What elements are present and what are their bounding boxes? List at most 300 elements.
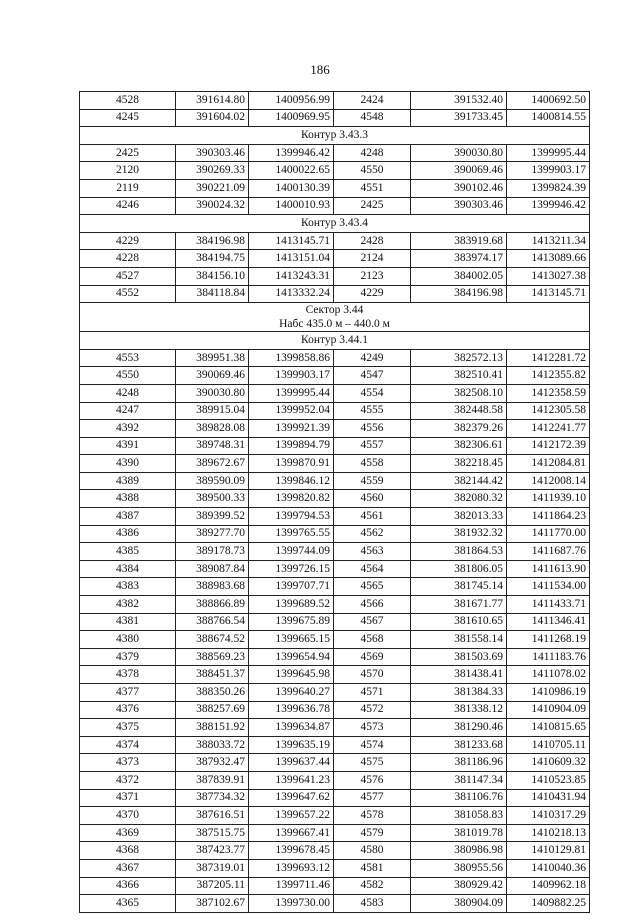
table-cell: 4576 — [334, 771, 411, 789]
table-cell: 1409882.25 — [507, 895, 590, 913]
table-cell: 4385 — [80, 543, 176, 561]
table-cell: 4567 — [334, 613, 411, 631]
table-cell: 4556 — [334, 420, 411, 438]
table-cell: 4555 — [334, 402, 411, 420]
table-row — [80, 144, 590, 162]
table-cell: 4390 — [80, 455, 176, 473]
table-cell: 381438.41 — [411, 666, 507, 684]
table-cell: 381384.33 — [411, 684, 507, 702]
table-cell: 381186.96 — [411, 754, 507, 772]
table-cell: 4565 — [334, 578, 411, 596]
table-row — [80, 578, 590, 596]
table-cell: 390024.32 — [176, 197, 249, 215]
table-cell: 4370 — [80, 807, 176, 825]
table-cell: 4248 — [334, 144, 411, 162]
table-cell: 4571 — [334, 684, 411, 702]
table-cell: 1409962.18 — [507, 877, 590, 895]
table-cell: 1399654.94 — [249, 648, 334, 666]
table-cell: 4582 — [334, 877, 411, 895]
table-cell: 389915.04 — [176, 402, 249, 420]
table-cell: 390269.33 — [176, 162, 249, 180]
table-cell: 4528 — [80, 92, 176, 110]
table-cell: 4375 — [80, 719, 176, 737]
table-cell: 1399665.15 — [249, 631, 334, 649]
table-cell: 1399846.12 — [249, 472, 334, 490]
table-row — [80, 420, 590, 438]
table-cell: 4374 — [80, 736, 176, 754]
table-cell: 390221.09 — [176, 179, 249, 197]
table-cell: 1399870.91 — [249, 455, 334, 473]
table-row — [80, 437, 590, 455]
table-cell: 4551 — [334, 179, 411, 197]
table-cell: 389828.08 — [176, 420, 249, 438]
table-cell: 388866.89 — [176, 596, 249, 614]
table-cell: 382572.13 — [411, 349, 507, 367]
table-cell: 1413332.24 — [249, 285, 334, 303]
table-row — [80, 92, 590, 110]
table-cell: 4573 — [334, 719, 411, 737]
table-row — [80, 613, 590, 631]
table-cell: 387205.11 — [176, 877, 249, 895]
table-cell: 1399995.44 — [249, 384, 334, 402]
table-cell: 1400010.93 — [249, 197, 334, 215]
table-cell: 390069.46 — [411, 162, 507, 180]
table-cell: 1399640.27 — [249, 684, 334, 702]
table-cell: 1411433.71 — [507, 596, 590, 614]
contour-title: Контур 3.43.4 — [80, 215, 590, 233]
table-cell: 1399667.41 — [249, 824, 334, 842]
table-cell: 1410705.11 — [507, 736, 590, 754]
table-cell: 381338.12 — [411, 701, 507, 719]
table-cell: 1399693.12 — [249, 859, 334, 877]
table-cell: 382144.42 — [411, 472, 507, 490]
table-cell: 4578 — [334, 807, 411, 825]
table-row — [80, 771, 590, 789]
table-cell: 4376 — [80, 701, 176, 719]
table-cell: 1399641.23 — [249, 771, 334, 789]
table-cell: 1410040.36 — [507, 859, 590, 877]
table-cell: 387839.91 — [176, 771, 249, 789]
table-cell: 391614.80 — [176, 92, 249, 110]
table-cell: 1399921.39 — [249, 420, 334, 438]
table-cell: 4569 — [334, 648, 411, 666]
table-cell: 381290.46 — [411, 719, 507, 737]
table-cell: 4367 — [80, 859, 176, 877]
table-cell: 380986.98 — [411, 842, 507, 860]
table-cell: 4249 — [334, 349, 411, 367]
table-cell: 388674.52 — [176, 631, 249, 649]
table-cell: 1400956.99 — [249, 92, 334, 110]
table-cell: 4384 — [80, 560, 176, 578]
table-cell: 1410815.65 — [507, 719, 590, 737]
table-cell: 4379 — [80, 648, 176, 666]
table-cell: 4577 — [334, 789, 411, 807]
table-cell: 389672.67 — [176, 455, 249, 473]
table-cell: 4550 — [334, 162, 411, 180]
table-cell: 384194.75 — [176, 250, 249, 268]
table-cell: 381864.53 — [411, 543, 507, 561]
table-cell: 1411939.10 — [507, 490, 590, 508]
table-cell: 1413027.38 — [507, 267, 590, 285]
table-cell: 389500.33 — [176, 490, 249, 508]
table-cell: 1410609.32 — [507, 754, 590, 772]
table-cell: 390030.80 — [176, 384, 249, 402]
table-cell: 4371 — [80, 789, 176, 807]
table-cell: 4562 — [334, 525, 411, 543]
table-cell: 4580 — [334, 842, 411, 860]
table-cell: 1410523.85 — [507, 771, 590, 789]
table-row — [80, 719, 590, 737]
table-row — [80, 109, 590, 127]
table-row — [80, 684, 590, 702]
table-row — [80, 807, 590, 825]
table-row — [80, 631, 590, 649]
table-cell: 380904.09 — [411, 895, 507, 913]
table-cell: 382379.26 — [411, 420, 507, 438]
table-cell: 1412358.59 — [507, 384, 590, 402]
table-cell: 4561 — [334, 508, 411, 526]
table-cell: 381558.14 — [411, 631, 507, 649]
table-cell: 2425 — [334, 197, 411, 215]
table-cell: 4564 — [334, 560, 411, 578]
table-row — [80, 267, 590, 285]
table-row — [80, 455, 590, 473]
table-cell: 4372 — [80, 771, 176, 789]
table-cell: 1399744.09 — [249, 543, 334, 561]
table-cell: 382448.58 — [411, 402, 507, 420]
table-cell: 1399730.00 — [249, 895, 334, 913]
table-row — [80, 508, 590, 526]
table-row — [80, 525, 590, 543]
table-cell: 4548 — [334, 109, 411, 127]
table-cell: 1399824.39 — [507, 179, 590, 197]
table-cell: 1399647.62 — [249, 789, 334, 807]
table-row — [80, 789, 590, 807]
table-row — [80, 596, 590, 614]
table-cell: 381503.69 — [411, 648, 507, 666]
table-cell: 380929.42 — [411, 877, 507, 895]
table-cell: 1399711.46 — [249, 877, 334, 895]
table-cell: 1412305.58 — [507, 402, 590, 420]
table-cell: 1399946.42 — [249, 144, 334, 162]
table-cell: 4581 — [334, 859, 411, 877]
contour-title: Контур 3.43.3 — [80, 127, 590, 145]
table-cell: 388033.72 — [176, 736, 249, 754]
table-cell: 387734.32 — [176, 789, 249, 807]
page-number: 186 — [310, 62, 330, 77]
table-cell: 4554 — [334, 384, 411, 402]
table-row — [80, 384, 590, 402]
sector-title: Набс 435.0 м – 440.0 м — [80, 317, 590, 332]
table-cell: 389748.31 — [176, 437, 249, 455]
table-row — [80, 197, 590, 215]
table-cell: 1410431.94 — [507, 789, 590, 807]
table-cell: 381806.05 — [411, 560, 507, 578]
table-cell: 389399.52 — [176, 508, 249, 526]
table-cell: 1411864.23 — [507, 508, 590, 526]
table-cell: 387616.51 — [176, 807, 249, 825]
table-cell: 1399858.86 — [249, 349, 334, 367]
table-cell: 4246 — [80, 197, 176, 215]
table-cell: 4388 — [80, 490, 176, 508]
table-cell: 381745.14 — [411, 578, 507, 596]
table-cell: 4369 — [80, 824, 176, 842]
table-cell: 1411183.76 — [507, 648, 590, 666]
table-cell: 4228 — [80, 250, 176, 268]
table-cell: 4559 — [334, 472, 411, 490]
table-cell: 1399820.82 — [249, 490, 334, 508]
table-cell: 4583 — [334, 895, 411, 913]
table-cell: 381671.77 — [411, 596, 507, 614]
table-cell: 4386 — [80, 525, 176, 543]
table-row — [80, 232, 590, 250]
table-cell: 4572 — [334, 701, 411, 719]
table-cell: 1413145.71 — [507, 285, 590, 303]
table-row — [80, 754, 590, 772]
table-cell: 390030.80 — [411, 144, 507, 162]
table-cell: 1400692.50 — [507, 92, 590, 110]
table-cell: 1399689.52 — [249, 596, 334, 614]
table-cell: 1399636.78 — [249, 701, 334, 719]
table-cell: 4380 — [80, 631, 176, 649]
table-row — [80, 349, 590, 367]
table-cell: 1399894.79 — [249, 437, 334, 455]
table-row — [80, 560, 590, 578]
table-cell: 4229 — [80, 232, 176, 250]
table-cell: 4381 — [80, 613, 176, 631]
table-cell: 388451.37 — [176, 666, 249, 684]
table-cell: 382508.10 — [411, 384, 507, 402]
table-cell: 1399678.45 — [249, 842, 334, 860]
table-cell: 2123 — [334, 267, 411, 285]
table-cell: 4579 — [334, 824, 411, 842]
coordinates-table — [79, 91, 590, 913]
table-cell: 4574 — [334, 736, 411, 754]
table-cell: 382306.61 — [411, 437, 507, 455]
table-cell: 382218.45 — [411, 455, 507, 473]
table-row — [80, 367, 590, 385]
sector-header-row — [80, 303, 590, 318]
table-cell: 1399657.22 — [249, 807, 334, 825]
table-cell: 1399645.98 — [249, 666, 334, 684]
table-cell: 4568 — [334, 631, 411, 649]
contour-title: Контур 3.44.1 — [80, 332, 590, 350]
table-cell: 389590.09 — [176, 472, 249, 490]
table-cell: 384196.98 — [176, 232, 249, 250]
table-row — [80, 877, 590, 895]
table-cell: 384156.10 — [176, 267, 249, 285]
table-cell: 1399946.42 — [507, 197, 590, 215]
table-cell: 382510.41 — [411, 367, 507, 385]
table-cell: 4553 — [80, 349, 176, 367]
table-cell: 389951.38 — [176, 349, 249, 367]
table-cell: 4378 — [80, 666, 176, 684]
table-cell: 1411268.19 — [507, 631, 590, 649]
contour-header-row — [80, 215, 590, 233]
table-cell: 387932.47 — [176, 754, 249, 772]
table-cell: 1399995.44 — [507, 144, 590, 162]
table-cell: 2428 — [334, 232, 411, 250]
table-row — [80, 824, 590, 842]
table-cell: 4560 — [334, 490, 411, 508]
table-cell: 1410986.19 — [507, 684, 590, 702]
contour-header-row — [80, 127, 590, 145]
table-cell: 380955.56 — [411, 859, 507, 877]
table-cell: 389087.84 — [176, 560, 249, 578]
table-cell: 1410129.81 — [507, 842, 590, 860]
contour-header-row — [80, 332, 590, 350]
table-cell: 4391 — [80, 437, 176, 455]
table-cell: 387102.67 — [176, 895, 249, 913]
table-row — [80, 179, 590, 197]
table-cell: 390303.46 — [411, 197, 507, 215]
table-cell: 4570 — [334, 666, 411, 684]
table-cell: 4245 — [80, 109, 176, 127]
table-cell: 1399635.19 — [249, 736, 334, 754]
table-cell: 381019.78 — [411, 824, 507, 842]
table-cell: 1400130.39 — [249, 179, 334, 197]
table-row — [80, 285, 590, 303]
table-cell: 383974.17 — [411, 250, 507, 268]
table-cell: 388569.23 — [176, 648, 249, 666]
table-cell: 1411770.00 — [507, 525, 590, 543]
table-cell: 1413151.04 — [249, 250, 334, 268]
table-cell: 387319.01 — [176, 859, 249, 877]
table-cell: 381932.32 — [411, 525, 507, 543]
table-cell: 4566 — [334, 596, 411, 614]
table-cell: 1412281.72 — [507, 349, 590, 367]
table-cell: 389277.70 — [176, 525, 249, 543]
table-cell: 1412008.14 — [507, 472, 590, 490]
table-cell: 1400969.95 — [249, 109, 334, 127]
table-cell: 1399794.53 — [249, 508, 334, 526]
table-cell: 2124 — [334, 250, 411, 268]
table-cell: 4547 — [334, 367, 411, 385]
table-cell: 4229 — [334, 285, 411, 303]
sector-title: Сектор 3.44 — [80, 303, 590, 318]
table-cell: 391733.45 — [411, 109, 507, 127]
table-cell: 4557 — [334, 437, 411, 455]
table-row — [80, 648, 590, 666]
table-row — [80, 402, 590, 420]
table-cell: 384196.98 — [411, 285, 507, 303]
table-cell: 1411078.02 — [507, 666, 590, 684]
table-cell: 387515.75 — [176, 824, 249, 842]
table-cell: 4558 — [334, 455, 411, 473]
table-cell: 4575 — [334, 754, 411, 772]
table-row — [80, 250, 590, 268]
table-cell: 4248 — [80, 384, 176, 402]
table-cell: 2425 — [80, 144, 176, 162]
table-cell: 388766.54 — [176, 613, 249, 631]
table-cell: 4527 — [80, 267, 176, 285]
table-cell: 1410904.09 — [507, 701, 590, 719]
table-cell: 1399765.55 — [249, 525, 334, 543]
table-cell: 1413089.66 — [507, 250, 590, 268]
table-cell: 1413211.34 — [507, 232, 590, 250]
table-cell: 4550 — [80, 367, 176, 385]
table-cell: 381610.65 — [411, 613, 507, 631]
table-cell: 389178.73 — [176, 543, 249, 561]
sector-header-row — [80, 317, 590, 332]
table-cell: 382080.32 — [411, 490, 507, 508]
table-row — [80, 842, 590, 860]
table-cell: 2424 — [334, 92, 411, 110]
table-row — [80, 162, 590, 180]
table-cell: 2120 — [80, 162, 176, 180]
table-cell: 1410218.13 — [507, 824, 590, 842]
table-cell: 1399634.87 — [249, 719, 334, 737]
table-cell: 4247 — [80, 402, 176, 420]
table-cell: 1411346.41 — [507, 613, 590, 631]
coordinates-table-body — [80, 92, 590, 913]
table-cell: 4373 — [80, 754, 176, 772]
table-cell: 4389 — [80, 472, 176, 490]
table-cell: 382013.33 — [411, 508, 507, 526]
table-cell: 1399903.17 — [507, 162, 590, 180]
table-cell: 1399637.44 — [249, 754, 334, 772]
table-cell: 388350.26 — [176, 684, 249, 702]
table-cell: 1412241.77 — [507, 420, 590, 438]
table-cell: 1411687.76 — [507, 543, 590, 561]
table-cell: 1399726.15 — [249, 560, 334, 578]
table-cell: 4377 — [80, 684, 176, 702]
table-cell: 4552 — [80, 285, 176, 303]
table-row — [80, 472, 590, 490]
table-row — [80, 543, 590, 561]
table-cell: 1413145.71 — [249, 232, 334, 250]
table-cell: 1413243.31 — [249, 267, 334, 285]
table-cell: 390102.46 — [411, 179, 507, 197]
table-cell: 391532.40 — [411, 92, 507, 110]
table-cell: 1412084.81 — [507, 455, 590, 473]
table-cell: 4366 — [80, 877, 176, 895]
table-cell: 391604.02 — [176, 109, 249, 127]
table-cell: 1412355.82 — [507, 367, 590, 385]
table-cell: 381106.76 — [411, 789, 507, 807]
table-cell: 390069.46 — [176, 367, 249, 385]
table-cell: 4392 — [80, 420, 176, 438]
table-cell: 1411613.90 — [507, 560, 590, 578]
table-cell: 1411534.00 — [507, 578, 590, 596]
table-row — [80, 490, 590, 508]
table-cell: 384118.84 — [176, 285, 249, 303]
table-cell: 388151.92 — [176, 719, 249, 737]
table-cell: 4383 — [80, 578, 176, 596]
table-cell: 4382 — [80, 596, 176, 614]
table-row — [80, 701, 590, 719]
table-cell: 388257.69 — [176, 701, 249, 719]
table-cell: 4563 — [334, 543, 411, 561]
table-row — [80, 666, 590, 684]
table-cell: 4387 — [80, 508, 176, 526]
table-cell: 1412172.39 — [507, 437, 590, 455]
table-cell: 2119 — [80, 179, 176, 197]
table-cell: 381233.68 — [411, 736, 507, 754]
table-cell: 4365 — [80, 895, 176, 913]
table-cell: 383919.68 — [411, 232, 507, 250]
table-cell: 1399707.71 — [249, 578, 334, 596]
table-cell: 1400022.65 — [249, 162, 334, 180]
table-cell: 381147.34 — [411, 771, 507, 789]
table-cell: 1400814.55 — [507, 109, 590, 127]
table-cell: 388983.68 — [176, 578, 249, 596]
table-cell: 390303.46 — [176, 144, 249, 162]
table-row — [80, 736, 590, 754]
table-row — [80, 859, 590, 877]
table-row — [80, 895, 590, 913]
table-cell: 384002.05 — [411, 267, 507, 285]
